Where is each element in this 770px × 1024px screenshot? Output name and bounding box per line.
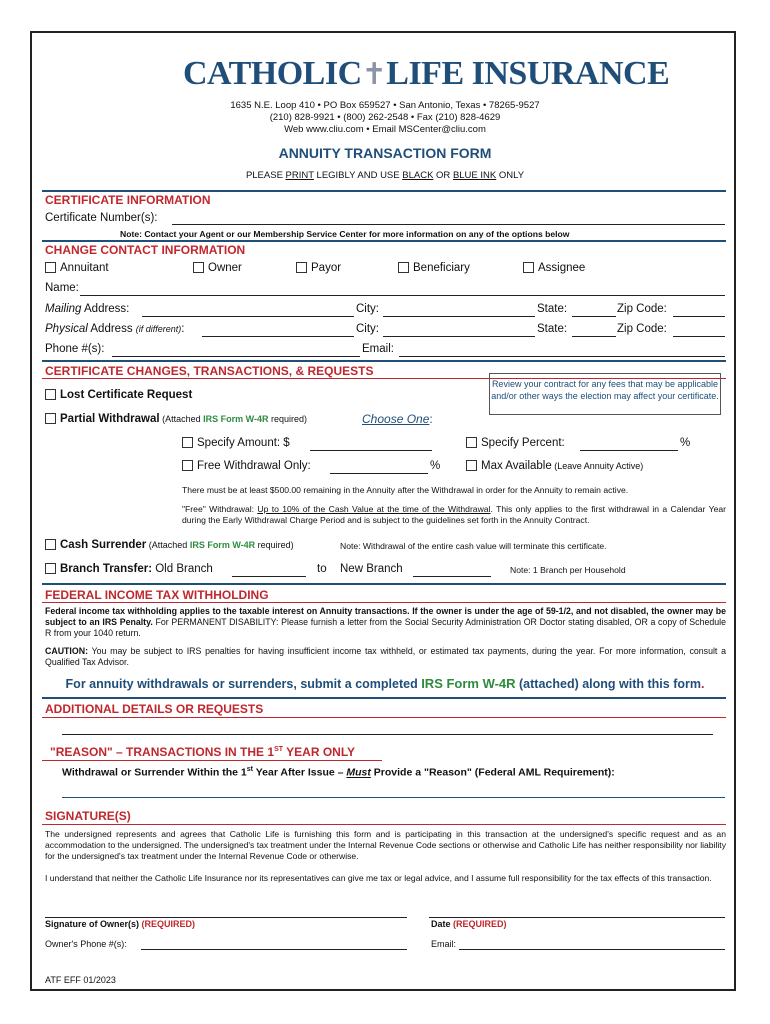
owner-signature-field[interactable] bbox=[45, 905, 407, 918]
percent-sign: % bbox=[680, 437, 691, 449]
section-divider bbox=[42, 697, 726, 699]
section-divider bbox=[42, 602, 726, 603]
mailing-address-label: Mailing Address: bbox=[45, 303, 130, 315]
phone-line: (210) 828-9921 • (800) 262-2548 • Fax (210) 828-4629 bbox=[269, 112, 501, 123]
company-logo: CATHOLIC✝LIFE INSURANCE bbox=[183, 55, 670, 92]
role-beneficiary[interactable]: Beneficiary bbox=[398, 262, 470, 274]
section-divider bbox=[42, 190, 726, 192]
physical-state-field[interactable] bbox=[572, 323, 616, 337]
specify-amount-option[interactable]: Specify Amount: $ bbox=[182, 437, 290, 449]
cash-surrender-option[interactable]: Cash Surrender (Attached IRS Form W-4R required) bbox=[45, 539, 294, 551]
web-line: Web www.cliu.com • Email MSCenter@cliu.com bbox=[284, 124, 486, 135]
physical-city-label: City: bbox=[356, 323, 379, 335]
specify-amount-field[interactable] bbox=[310, 437, 432, 451]
physical-zip-label: Zip Code: bbox=[617, 323, 667, 335]
section-divider bbox=[42, 824, 726, 825]
date-label: Date (REQUIRED) bbox=[431, 919, 507, 929]
mailing-state-field[interactable] bbox=[572, 303, 616, 317]
minimum-balance-note: There must be at least $500.00 remaining in the Annuity after the Withdrawal in order for the Annuity to remain active. bbox=[182, 485, 629, 495]
certificate-heading: CERTIFICATE INFORMATION bbox=[45, 193, 211, 207]
reason-instruction: Withdrawal or Surrender Within the 1st Year After Issue – Must Provide a "Reason" (Federal AML Requirement): bbox=[62, 766, 615, 779]
physical-city-field[interactable] bbox=[383, 323, 535, 337]
fee-review-note: Review your contract for any fees that may be applicable and/or other ways the election may affect your certificate. bbox=[489, 373, 721, 415]
beneficiary-checkbox[interactable] bbox=[398, 262, 409, 273]
max-available-checkbox[interactable] bbox=[466, 460, 477, 471]
choose-one-label: Choose One: bbox=[362, 412, 433, 426]
specify-percent-field[interactable] bbox=[580, 437, 678, 451]
mailing-address-field[interactable] bbox=[142, 303, 354, 317]
section-divider bbox=[42, 583, 726, 585]
reason-field[interactable] bbox=[62, 785, 725, 798]
specify-percent-option[interactable]: Specify Percent: bbox=[466, 437, 565, 449]
reason-heading: "REASON" – TRANSACTIONS IN THE 1ST YEAR ONLY bbox=[50, 745, 356, 759]
signature-email-label: Email: bbox=[431, 939, 457, 949]
physical-zip-field[interactable] bbox=[673, 323, 725, 337]
new-branch-field[interactable] bbox=[413, 563, 491, 577]
new-branch-label: New Branch bbox=[340, 563, 403, 575]
phone-label: Phone #(s): bbox=[45, 343, 105, 355]
role-owner[interactable]: Owner bbox=[193, 262, 242, 274]
physical-address-label: Physical Address (if different): bbox=[45, 323, 185, 335]
percent-sign: % bbox=[430, 460, 441, 472]
mailing-zip-label: Zip Code: bbox=[617, 303, 667, 315]
tax-caution-text: CAUTION: You may be subject to IRS penalties for having insufficient income tax withheld, or estimated tax payments, during the year. For more information, consult a Qualified Tax Advisor. bbox=[45, 646, 726, 667]
tax-heading: FEDERAL INCOME TAX WITHHOLDING bbox=[45, 588, 269, 602]
role-assignee[interactable]: Assignee bbox=[523, 262, 585, 274]
payor-checkbox[interactable] bbox=[296, 262, 307, 273]
form-title: ANNUITY TRANSACTION FORM bbox=[278, 145, 492, 161]
partial-withdrawal-checkbox[interactable] bbox=[45, 413, 56, 424]
max-available-option[interactable]: Max Available (Leave Annuity Active) bbox=[466, 460, 643, 472]
physical-address-field[interactable] bbox=[202, 323, 354, 337]
mailing-city-label: City: bbox=[356, 303, 379, 315]
transactions-heading: CERTIFICATE CHANGES, TRANSACTIONS, & REQUESTS bbox=[45, 364, 374, 378]
section-divider bbox=[42, 240, 726, 242]
certificate-number-label: Certificate Number(s): bbox=[45, 212, 158, 224]
name-label: Name: bbox=[45, 282, 79, 294]
free-withdrawal-option[interactable]: Free Withdrawal Only: bbox=[182, 460, 311, 472]
physical-state-label: State: bbox=[537, 323, 568, 335]
owner-phone-field[interactable] bbox=[141, 937, 407, 950]
email-label: Email: bbox=[362, 343, 394, 355]
specify-amount-checkbox[interactable] bbox=[182, 437, 193, 448]
assignee-checkbox[interactable] bbox=[523, 262, 534, 273]
form-code: ATF EFF 01/2023 bbox=[45, 975, 116, 985]
role-annuitant[interactable]: Annuitant bbox=[45, 262, 109, 274]
owner-signature-label: Signature of Owner(s) (REQUIRED) bbox=[45, 919, 196, 929]
certificate-number-field[interactable] bbox=[172, 212, 725, 225]
email-field[interactable] bbox=[399, 343, 725, 357]
tax-withholding-text: Federal income tax withholding applies to the taxable interest on Annuity transactions. If the owner is under the age of 59-1/2, and not disabled, the owner may be subject to an IRS Penalty. For PERMANENT DISABILITY: Please furnish a letter from the Social Security Administration OR Doctor stating disabled, OR a copy of Schedule R from your 1040 return. bbox=[45, 606, 726, 638]
signature-heading: SIGNATURE(S) bbox=[45, 809, 131, 823]
specify-percent-checkbox[interactable] bbox=[466, 437, 477, 448]
mailing-zip-field[interactable] bbox=[673, 303, 725, 317]
cash-surrender-checkbox[interactable] bbox=[45, 539, 56, 550]
cross-icon: ✝ bbox=[361, 58, 387, 91]
tax-advice-disclaimer: I understand that neither the Catholic Life Insurance nor its representatives can give me tax or legal advice, and I assume full responsibility for the tax effects of this transaction. bbox=[45, 873, 712, 883]
certificate-note: Note: Contact your Agent or our Membership Service Center for more information on any of the options below bbox=[120, 229, 570, 239]
branch-transfer-option[interactable]: Branch Transfer: Old Branch bbox=[45, 563, 213, 575]
additional-heading: ADDITIONAL DETAILS OR REQUESTS bbox=[45, 702, 264, 716]
cash-surrender-note: Note: Withdrawal of the entire cash value will terminate this certificate. bbox=[340, 541, 607, 551]
owner-checkbox[interactable] bbox=[193, 262, 204, 273]
branch-transfer-checkbox[interactable] bbox=[45, 563, 56, 574]
signature-disclaimer: The undersigned represents and agrees that Catholic Life is furnishing this form and is participating in this transaction at the undersigned's specific request and as an accommodation to the undersigned. The undersigned's tax treatment under the Internal Revenue Code sections or otherwise and Catholic Life has neither responsibility nor liability for the undersigned's tax treatment under the Internal Revenue Code or otherwise. bbox=[45, 829, 726, 861]
w4r-banner: For annuity withdrawals or surrenders, submit a completed IRS Form W-4R (attached) along with this form. bbox=[65, 676, 705, 691]
signature-email-field[interactable] bbox=[459, 937, 725, 950]
additional-details-field[interactable] bbox=[62, 722, 713, 735]
address-line: 1635 N.E. Loop 410 • PO Box 659527 • San Antonio, Texas • 78265-9527 bbox=[230, 100, 540, 111]
section-divider bbox=[42, 717, 726, 718]
contact-heading: CHANGE CONTACT INFORMATION bbox=[45, 243, 246, 257]
mailing-state-label: State: bbox=[537, 303, 568, 315]
ink-instruction: PLEASE PRINT LEGIBLY AND USE BLACK OR BLUE INK ONLY bbox=[245, 170, 525, 181]
name-field[interactable] bbox=[80, 282, 725, 296]
free-withdrawal-field[interactable] bbox=[330, 460, 428, 474]
to-label: to bbox=[317, 563, 327, 575]
phone-field[interactable] bbox=[112, 343, 360, 357]
lost-certificate-option[interactable]: Lost Certificate Request bbox=[45, 389, 192, 401]
free-withdrawal-note: "Free" Withdrawal: Up to 10% of the Cash Value at the time of the Withdrawal. This only applies to the first withdrawal in a Calendar Year during the Early Withdrawal Charge Period and is subject to the guidelines set forth in the Annuity Contract. bbox=[182, 504, 726, 525]
old-branch-field[interactable] bbox=[232, 563, 306, 577]
lost-certificate-checkbox[interactable] bbox=[45, 389, 56, 400]
annuitant-checkbox[interactable] bbox=[45, 262, 56, 273]
section-divider bbox=[42, 360, 726, 362]
section-divider bbox=[42, 760, 382, 761]
mailing-city-field[interactable] bbox=[383, 303, 535, 317]
free-withdrawal-checkbox[interactable] bbox=[182, 460, 193, 471]
branch-note: Note: 1 Branch per Household bbox=[510, 565, 626, 575]
partial-withdrawal-option[interactable]: Partial Withdrawal (Attached IRS Form W-4R required) bbox=[45, 413, 307, 425]
role-payor[interactable]: Payor bbox=[296, 262, 341, 274]
date-field[interactable] bbox=[429, 905, 725, 918]
owner-phone-label: Owner's Phone #(s): bbox=[45, 939, 127, 949]
